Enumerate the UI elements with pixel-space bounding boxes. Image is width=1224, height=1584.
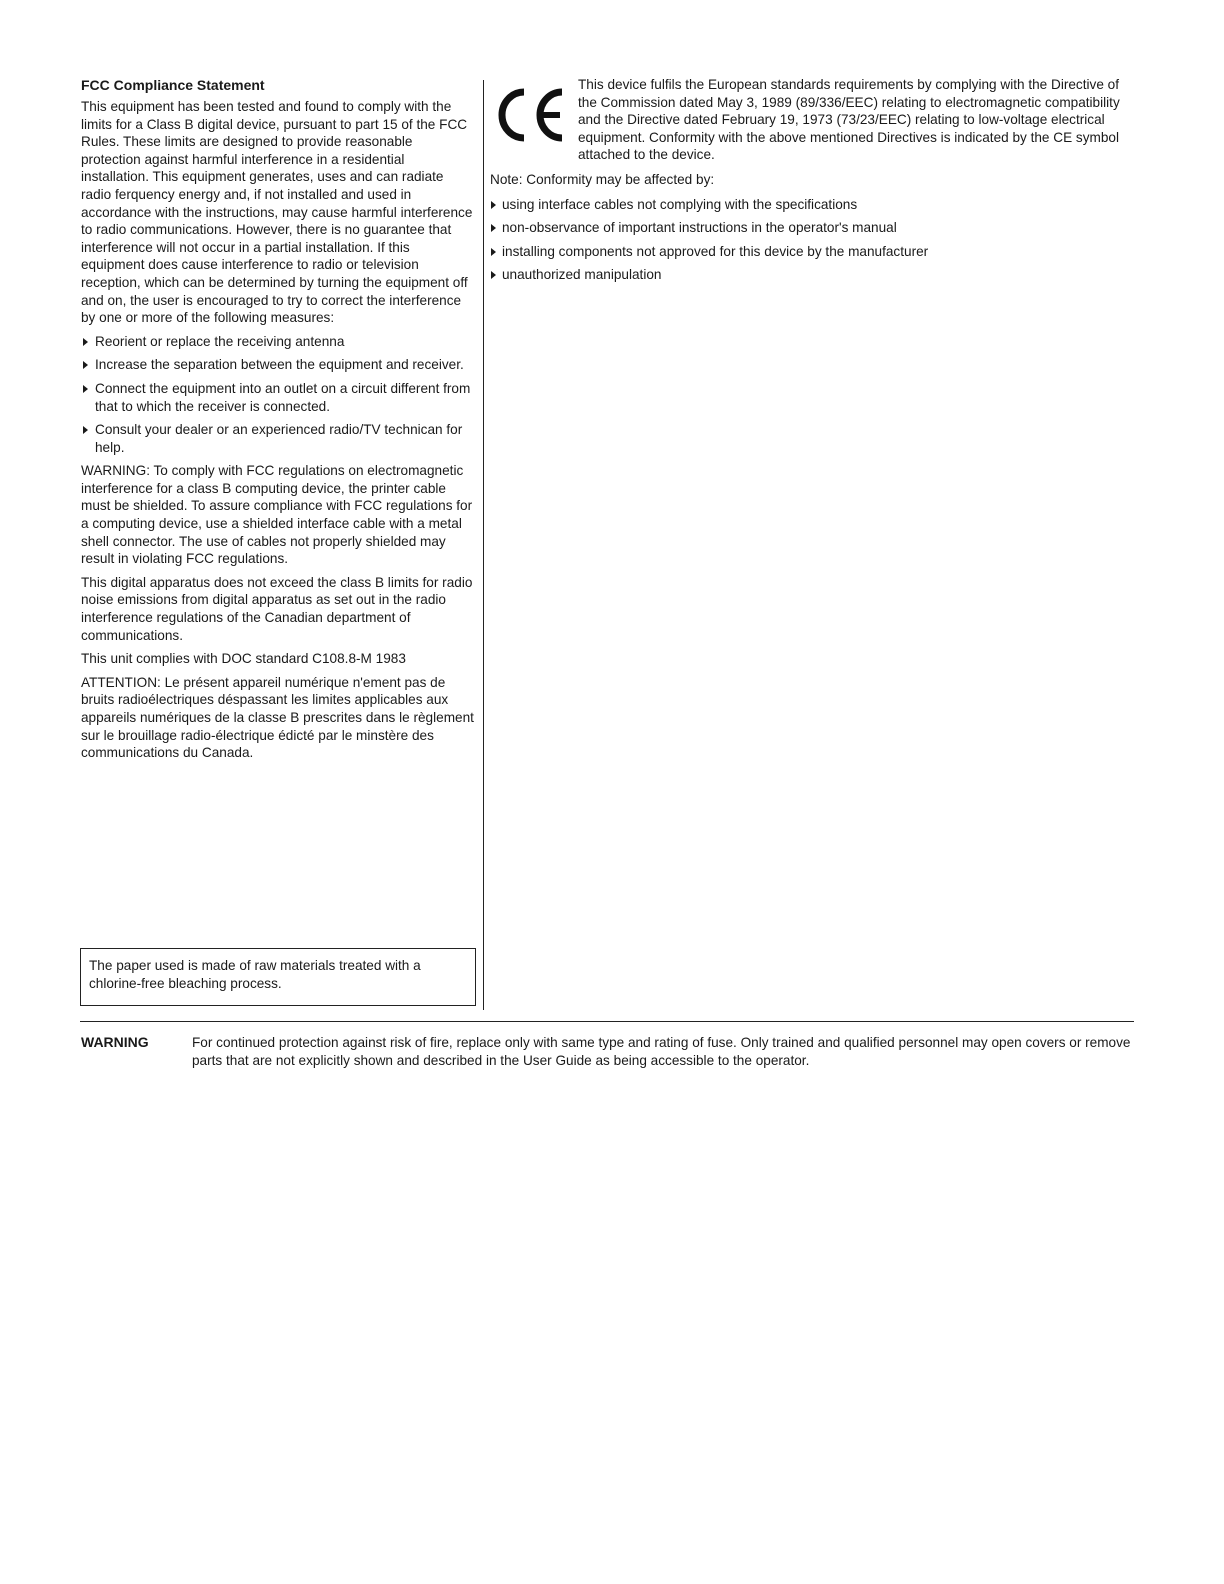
column-divider: [483, 80, 484, 1010]
list-item: Consult your dealer or an experienced radio/TV technican for help.: [81, 421, 475, 456]
list-item: non-observance of important instructions in the operator's manual: [490, 219, 1135, 237]
ce-mark-icon: [490, 80, 570, 150]
fcc-warning: WARNING: To comply with FCC regulations on electromagnetic interference for a class B computing device, the printer cable must be shielded. To assure compliance with FCC regulations for a computing device, use a shielded interface cable with a metal shell connector. The use of cables not properly shielded may result in violating FCC regulations.: [81, 463, 473, 567]
list-item: Connect the equipment into an outlet on a circuit different from that to which the receiver is connected.: [81, 380, 475, 415]
ce-note: Note: Conformity may be affected by:: [490, 171, 715, 187]
doc-statement: This unit complies with DOC standard C108.8-M 1983: [81, 651, 406, 667]
list-item: installing components not approved for this device by the manufacturer: [490, 243, 1135, 261]
fcc-measures-list: [81, 333, 475, 457]
list-item: using interface cables not complying with the specifications: [490, 196, 1135, 214]
paper-note: The paper used is made of raw materials treated with a chlorine-free bleaching process.: [89, 958, 421, 991]
list-item: Increase the separation between the equipment and receiver.: [81, 356, 475, 374]
list-item: unauthorized manipulation: [490, 266, 1135, 284]
footer-divider: [80, 1021, 1134, 1022]
paper-note-box: [80, 948, 476, 1006]
footer-warning-label: WARNING: [81, 1034, 149, 1050]
ce-section: [490, 76, 1135, 290]
ce-items-list: [490, 196, 1135, 284]
fcc-section: [81, 76, 475, 768]
fcc-intro: This equipment has been tested and found to comply with the limits for a Class B digital device, pursuant to part 15 of the FCC Rules. These limits are designed to provide reasonable protection against harmful interference in a residential installation. This equipment generates, uses and can radiate radio ferquency energy and, if not installed and used in accordance with the instructions, may cause harmful interference to radio communications. However, there is no guarantee that interference will not occur in a partial installation. If this equipment does cause interference to radio or television reception, which can be determined by turning the equipment off and on, the user is encouraged to try to correct the interference by one or more of the following measures:: [81, 99, 473, 326]
list-item: Reorient or replace the receiving antenna: [81, 333, 475, 351]
ce-statement: This device fulfils the European standards requirements by complying with the Directive of the Commission dated May 3, 1989 (89/336/EEC) relating to electromagnetic compatibility and the Directive dated February 19, 1973 (73/23/EEC) relating to low-voltage electrical equipment. Conformity with the above mentioned Directives is indicated by the CE symbol attached to the device.: [578, 77, 1120, 163]
canada-statement: This digital apparatus does not exceed the class B limits for radio noise emissions from digital apparatus as set out in the radio interference regulations of the Canadian department of communications.: [81, 574, 473, 643]
fcc-title: FCC Compliance Statement: [81, 77, 265, 93]
footer-warning-text: For continued protection against risk of fire, replace only with same type and rating of fuse. Only trained and qualified personnel may open covers or remove parts that are not explicitly shown and described in the User Guide as being accessible to the operator.: [192, 1035, 1131, 1068]
attention-statement: ATTENTION: Le présent appareil numérique n'ement pas de bruits radioélectriques déspassant les limites applicables aux appareils numériques de la classe B prescrites dans le règlement sur le brouillage radio-électrique édicté par le minstère des communications du Canada.: [81, 674, 474, 761]
